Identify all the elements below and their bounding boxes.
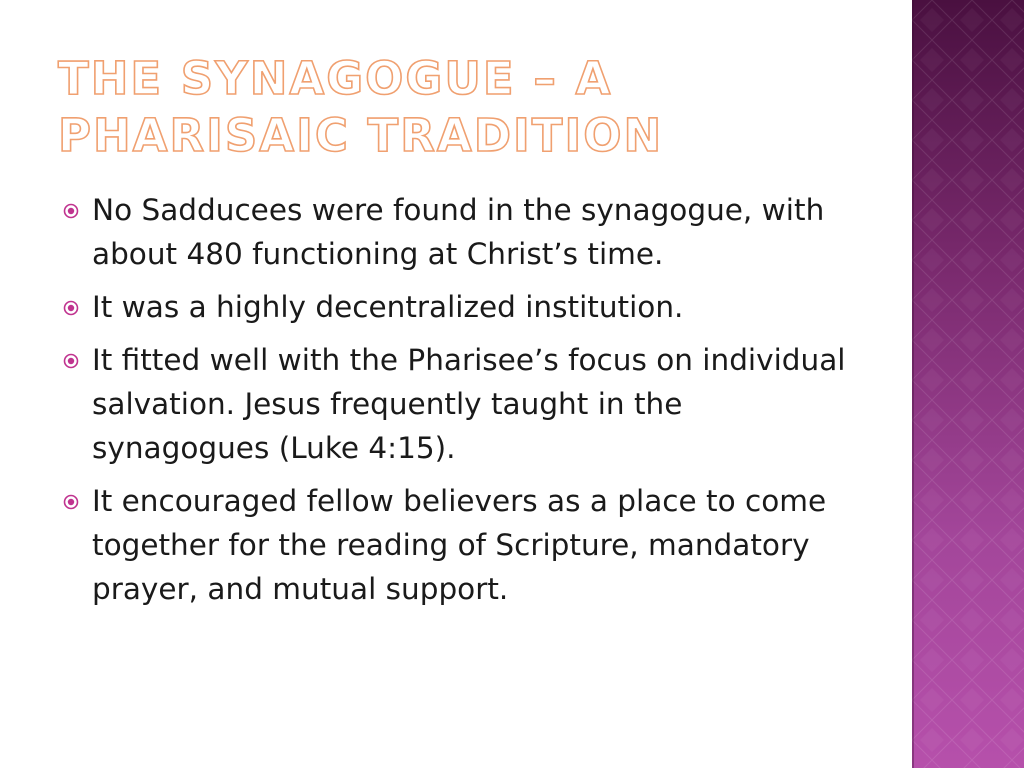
- bullet-item: [60, 338, 850, 470]
- slide-title: THE SYNAGOGUE – A PHARISAIC TRADITION: [58, 52, 664, 162]
- diamond-pattern: [912, 0, 1024, 768]
- bullet-list: [60, 188, 850, 620]
- bullet-item: [60, 479, 850, 611]
- bullet-item: [60, 188, 850, 276]
- bullet-item: [60, 285, 850, 329]
- decorative-side-band: [912, 0, 1024, 768]
- side-band-edge: [912, 0, 914, 768]
- bullet-text: It was a highly decentralized institution.: [92, 290, 684, 324]
- circled-dot-icon: [63, 300, 79, 316]
- bullet-text: No Sadducees were found in the synagogue, with about 480 functioning at Christ’s time.: [92, 193, 825, 271]
- circled-dot-icon: [63, 353, 79, 369]
- bullet-text: It fitted well with the Pharisee’s focus on individual salvation. Jesus frequently taught in the synagogues (Luke 4:15).: [92, 343, 846, 465]
- bullet-text: It encouraged fellow believers as a place to come together for the reading of Scripture, mandatory prayer, and mutual support.: [92, 484, 827, 606]
- circled-dot-icon: [63, 203, 79, 219]
- circled-dot-icon: [63, 494, 79, 510]
